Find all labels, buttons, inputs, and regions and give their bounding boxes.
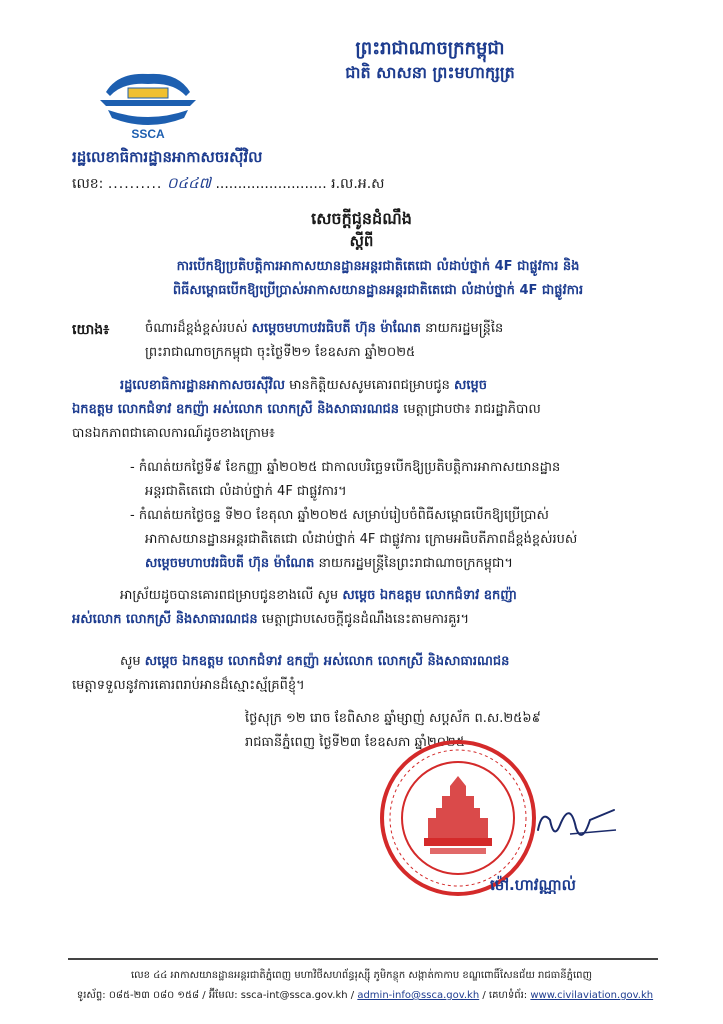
footer-address: លេខ ៤៤ អាកាសយានដ្ឋានអន្តរជាតិភ្នំពេញ មហាវិថីសហព័ន្ធរុស្ស៊ី ភូមិកន្ថុក សង្កាត់កាកាប ខណ្ឌពោធិ៍សែនជ័យ រាជធានីភ្នំពេញ: [130, 970, 593, 981]
p1-bold2: សម្តេច: [453, 378, 487, 393]
paragraph-3-line-2: មេត្តាទទួលនូវការគោរពរាប់អានដ៏ស្មោះស្ម័គ្រពីខ្ញុំ។: [72, 678, 305, 693]
p2-line2-text: មេត្តាជ្រាបសេចក្តីជូនដំណឹងនេះតាមការគួរ។: [257, 612, 470, 627]
footer-email-link[interactable]: admin-info@ssca.gov.kh: [357, 990, 480, 1001]
p2-line2-bold: អស់លោក លោកស្រី និងសាធារណជន: [72, 612, 258, 627]
paragraph-1-line-3: បានឯកភាពជាគោលការណ៍ដូចខាងក្រោម៖: [72, 426, 275, 441]
p1-line2-text: មេត្តាជ្រាបថា៖ រាជរដ្ឋាភិបាល: [399, 402, 541, 417]
document-title: សេចក្តីជូនដំណឹង: [311, 209, 412, 228]
signer-name: ម៉ៅ.ហាវណ្ណាល់: [490, 876, 576, 894]
footer-divider: [68, 958, 658, 960]
p3-bold: សម្តេច ឯកឧត្តម លោកជំទាវ ឧកញ៉ា អស់លោក លោកស្រី និងសាធារណជន: [144, 654, 510, 669]
bullet-2-line-3-text: នាយករដ្ឋមន្ត្រីនៃព្រះរាជាណាចក្រកម្ពុជា។: [314, 556, 513, 571]
paragraph-2-line-1: [120, 584, 517, 608]
official-seal: [378, 738, 538, 898]
p1-line2-bold: ឯកឧត្តម លោកជំទាវ ឧកញ៉ា អស់លោក លោកស្រី និងសាធារណជន: [72, 402, 400, 417]
ref-prefix: លេខ:: [72, 176, 104, 192]
reference-label: យោង៖: [72, 322, 110, 338]
reference-text-end: នាយករដ្ឋមន្ត្រីនៃ: [421, 321, 504, 336]
reference-text-2: ព្រះរាជាណាចក្រកម្ពុជា ចុះថ្ងៃទី២១ ខែឧសភា ឆ្នាំ២០២៥: [145, 345, 416, 360]
footer-contacts: [60, 988, 670, 1003]
p2-bold: សម្តេច ឯកឧត្តម លោកជំទាវ ឧកញ៉ា: [342, 588, 517, 603]
lunar-date: ថ្ងៃសុក្រ ១២ រោច ខែពិសាខ ឆ្នាំម្សាញ់ សប្តស័ក ព.ស.២៥៦៩: [245, 711, 541, 726]
subject-line-1: ការបើកឱ្យប្រតិបត្តិការអាកាសយានដ្ឋានអន្តរជាតិតេជោ លំដាប់ថ្នាក់ 4F ជាផ្លូវការ និង: [176, 259, 580, 274]
sender-bold: រដ្ឋលេខាធិការដ្ឋានអាកាសចរស៊ីវិល: [120, 378, 286, 393]
logo-text: SSCA: [131, 127, 165, 141]
paragraph-1-line-2: [72, 398, 541, 422]
p2-text: អាស្រ័យដូចបានគោរពជម្រាបជូនខាងលើ សូម: [120, 588, 343, 603]
paragraph-1-line-1: [120, 374, 487, 398]
footer-phone: ទូរស័ព្ទ: ០៨៥-២៣ ០៨០ ១៥៨ / អ៊ីមែល: ssca-int@ssca.gov.kh /: [76, 990, 358, 1001]
p1-text: មានកិត្តិយសសូមគោរពជម្រាបជូន: [285, 378, 454, 393]
paragraph-2-line-2: [72, 608, 469, 632]
bullet-2-pm-name: សម្តេចមហាបវរធិបតី ហ៊ុន ម៉ាណែត: [145, 556, 315, 571]
bullet-1-line-1: - កំណត់យកថ្ងៃទី៩ ខែកញ្ញា ឆ្នាំ២០២៥ ជាកាលបរិច្ឆេទបើកឱ្យប្រតិបត្តិការអាកាសយានដ្ឋាន: [130, 460, 561, 475]
footer-web-label: / គេហទំព័រ:: [479, 990, 531, 1001]
ssca-logo: [98, 62, 198, 142]
bullet-2-line-3: [145, 552, 513, 576]
kingdom-heading: ព្រះរាជាណាចក្រកម្ពុជា: [355, 38, 505, 59]
bullet-2-line-1: - កំណត់យកថ្ងៃចន្ទ ទី២០ ខែតុលា ឆ្នាំ២០២៥ សម្រាប់រៀបចំពិធីសម្ពោធបើកឱ្យប្រើប្រាស់: [130, 508, 549, 523]
bullet-1-line-2: អន្តរជាតិតេជោ លំដាប់ថ្នាក់ 4F ជាផ្លូវការ។: [145, 484, 347, 499]
ref-number: ០៤៤៧: [166, 174, 211, 192]
national-motto: ជាតិ សាសនា ព្រះមហាក្សត្រ: [345, 63, 515, 82]
p3-text: សូម: [120, 654, 145, 669]
footer-website-link[interactable]: www.civilaviation.gov.kh: [530, 990, 654, 1001]
reference-pm-name: សម្តេចមហាបវរធិបតី ហ៊ុន ម៉ាណែត: [251, 321, 421, 336]
subject-line-2: ពិធីសម្ពោធបើកឱ្យប្រើប្រាស់អាកាសយានដ្ឋានអន្តរជាតិតេជោ លំដាប់ថ្នាក់ 4F ជាផ្លូវការ: [172, 283, 584, 298]
paragraph-3-line-1: [120, 650, 509, 674]
signature: [530, 790, 620, 850]
ref-suffix: រ.ល.អ.ស: [331, 176, 385, 192]
reference-text: ចំណារដ៏ខ្ពង់ខ្ពស់របស់: [145, 321, 252, 336]
document-about: ស្តីពី: [349, 232, 374, 250]
bullet-2-line-2: អាកាសយានដ្ឋានអន្តរជាតិតេជោ លំដាប់ថ្នាក់ 4F ជាផ្លូវការ ក្រោមអធិបតីភាពដ៏ខ្ពង់ខ្ពស់របស់: [145, 532, 578, 547]
solar-date: រាជធានីភ្នំពេញ ថ្ងៃទី២៣ ខែឧសភា ឆ្នាំ២០២៥: [245, 735, 465, 750]
reference-line: លេខ: .......... ០៤៤៧ ......................... រ.ល.អ.ស: [72, 174, 385, 192]
reference-text-1: [145, 320, 503, 339]
sender-name: រដ្ឋលេខាធិការដ្ឋានអាកាសចរស៊ីវិល: [72, 148, 263, 166]
